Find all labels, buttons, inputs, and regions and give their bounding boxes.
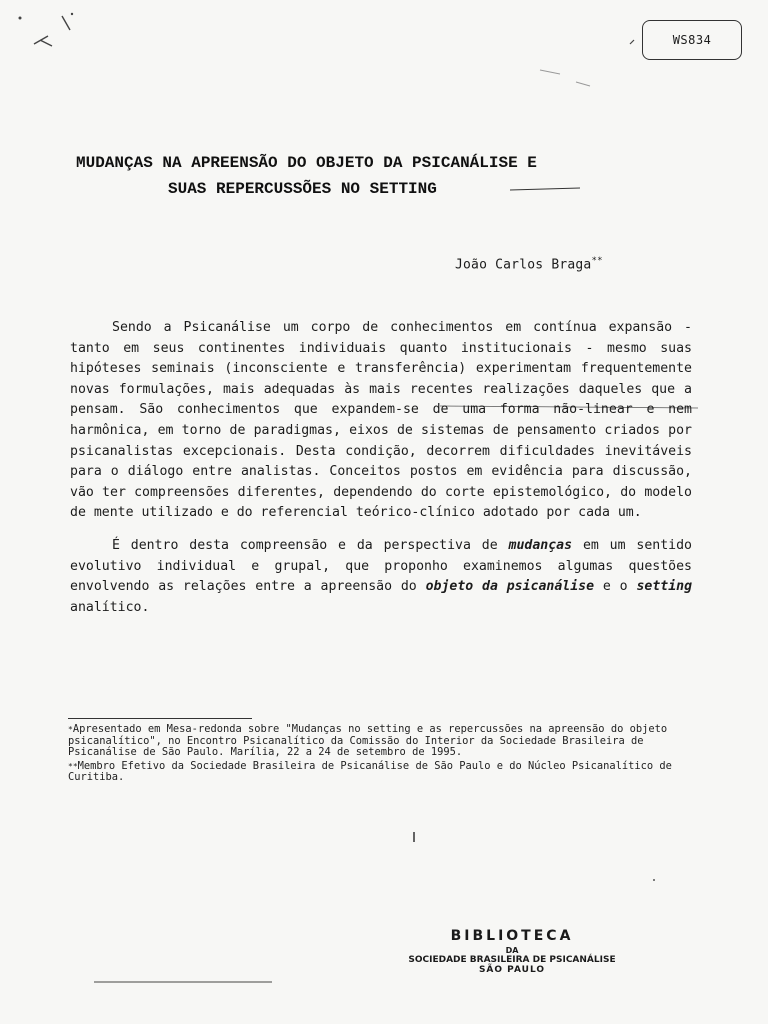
emphasis-setting: setting	[636, 579, 693, 595]
paragraph-2-text-c: e o	[594, 579, 637, 595]
document-title	[76, 150, 716, 202]
author-byline	[455, 256, 603, 272]
footnote-2-text: Membro Efetivo da Sociedade Brasileira de Psicanálise de São Paulo e do Núcleo Psicanalítico de Curitiba.	[68, 759, 672, 784]
paragraph-2-text-a: É dentro desta compreensão e da perspectiva de	[112, 537, 509, 553]
paragraph-2	[70, 536, 692, 618]
document-code-box: WS834	[642, 20, 742, 60]
stamp-line-4: SÃO PAULO	[478, 965, 546, 975]
footnote-1	[68, 724, 688, 759]
author-footnote-marker: **	[591, 256, 603, 266]
paragraph-2-text-d: analítico.	[70, 599, 150, 615]
paragraph-1: Sendo a Psicanálise um corpo de conhecimentos em contínua expansão - tanto em seus continentes individuais quanto institucionais - mesmo suas hipóteses seminais (inconsciente e transferência) experimentam frequentemente novas formulações, mais adequadas às mais recentes realizações daqueles que a pensam. São conhecimentos que expandem-se de uma forma não-linear e nem harmônica, em torno de paradigmas, eixos de sistemas de pensamento criados por psicanalistas excepcionais. Desta condição, decorrem dificuldades inevitáveis para o diálogo entre analistas. Conceitos postos em evidência para discussão, vão ter compreensões diferentes, dependendo do corte epistemológico, do modelo de mente utilizado e do referencial teórico-clínico adotado por cada um.	[70, 320, 692, 521]
stamp-line-1: BIBLIOTECA	[450, 928, 574, 944]
stamp-line-3: SOCIEDADE BRASILEIRA DE PSICANÁLISE	[408, 955, 616, 965]
paragraph-2-text-b: em um sentido evolutivo individual e grupal, que proponho examinemos algumas questões envolvendo as relações entre a apreensão do	[70, 537, 692, 595]
title-line-2: SUAS REPERCUSSÕES NO SETTING	[168, 180, 437, 198]
footnotes	[68, 724, 688, 786]
footnote-1-mark: *	[68, 725, 73, 734]
footnote-2	[68, 761, 688, 784]
footnote-1-text: Apresentado em Mesa-redonda sobre "Mudanças no setting e as repercussões na apreensão do objeto psicanalítico", no Encontro Psicanalítico da Comissão do Interior da Sociedade Brasileira de Psicanálise de São Paulo. Marília, 22 a 24 de setembro de 1995.	[68, 723, 668, 759]
emphasis-objeto: objeto da psicanálise	[425, 579, 595, 595]
body-text	[70, 318, 692, 630]
footnote-divider	[68, 718, 252, 719]
emphasis-mudancas: mudanças	[508, 537, 573, 553]
library-stamp	[392, 928, 632, 975]
author-name: João Carlos Braga	[455, 257, 592, 273]
footnote-2-mark: **	[68, 761, 78, 771]
stamp-line-2: DA	[505, 946, 519, 955]
title-line-1: MUDANÇAS NA APREENSÃO DO OBJETO DA PSICANÁLISE E	[76, 154, 537, 172]
